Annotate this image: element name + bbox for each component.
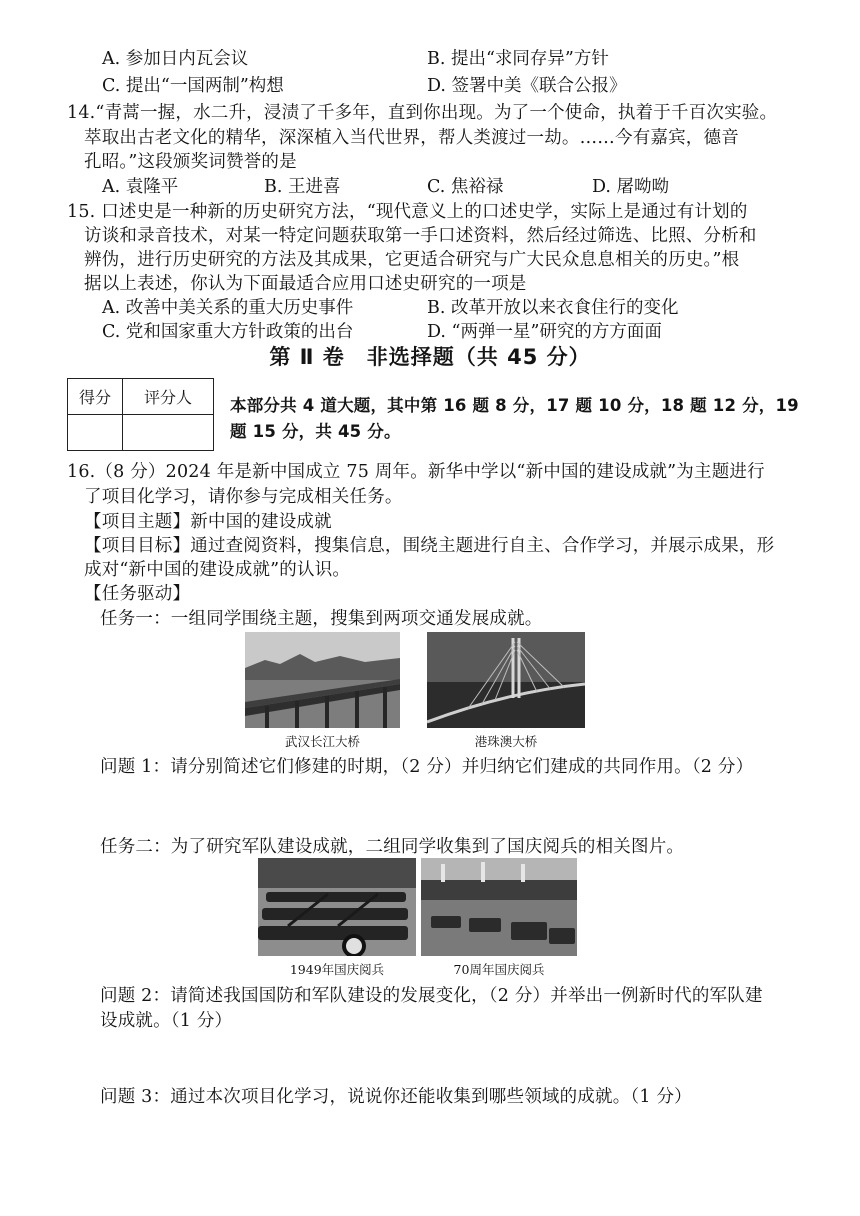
parade-70th-caption: 70周年国庆阅兵 — [453, 962, 545, 977]
hzmb-bridge-photo — [427, 632, 585, 728]
q14-option-d: D. 屠呦呦 — [592, 177, 670, 197]
wuhan-bridge-photo — [245, 632, 400, 728]
score-table — [67, 378, 214, 451]
section-note-line2: 题 15 分，共 45 分。 — [230, 422, 401, 441]
parade-1949-photo — [258, 858, 416, 956]
q15-option-d: D. “两弹一星”研究的方方面面 — [427, 322, 662, 342]
q15-stem-line1: 15. 口述史是一种新的历史研究方法，“现代意义上的口述史学，实际上是通过有计划的 — [67, 202, 748, 222]
q16-stem-line2: 了项目化学习，请你参与完成相关任务。 — [84, 487, 403, 507]
wuhan-bridge-caption: 武汉长江大桥 — [284, 734, 360, 749]
q15-stem-line4: 据以上表述，你认为下面最适合应用口述史研究的一项是 — [84, 274, 527, 294]
q16-stem-line1: 16.（8 分）2024 年是新中国成立 75 周年。新华中学以“新中国的建设成就”为主题进行 — [67, 462, 765, 482]
q15-stem-line2: 访谈和录音技术，对某一特定问题获取第一手口述资料，然后经过筛选、比照、分析和 — [84, 226, 757, 246]
q16-goal-line1: 【项目目标】通过查阅资料，搜集信息，围绕主题进行自主、合作学习，并展示成果，形 — [84, 536, 775, 556]
score-cell — [68, 415, 123, 451]
q16-goal-line2: 成对“新中国的建设成就”的认识。 — [84, 560, 351, 580]
q15-option-b: B. 改革开放以来衣食住行的变化 — [427, 298, 679, 318]
q15-option-a: A. 改善中美关系的重大历史事件 — [102, 298, 354, 318]
q16-theme: 【项目主题】新中国的建设成就 — [84, 512, 332, 532]
q16-task2: 任务二：为了研究军队建设成就，二组同学收集到了国庆阅兵的相关图片。 — [100, 837, 685, 857]
q14-stem-line2: 萃取出古老文化的精华，深深植入当代世界，帮人类渡过一劫。……今有嘉宾，德音 — [84, 128, 739, 148]
q16-question1: 问题 1：请分别简述它们修建的时期，（2 分）并归纳它们建成的共同作用。（2 分） — [100, 757, 754, 777]
q14-option-a: A. 袁隆平 — [102, 177, 179, 197]
q16-task1: 任务一：一组同学围绕主题，搜集到两项交通发展成就。 — [100, 609, 543, 629]
q15-stem-line3: 辨伪，进行历史研究的方法及其成果，它更适合研究与广大民众息息相关的历史。”根 — [84, 250, 740, 270]
q14-option-c: C. 焦裕禄 — [427, 177, 504, 197]
parade-1949-caption: 1949年国庆阅兵 — [289, 962, 385, 977]
q16-question2-line1: 问题 2：请简述我国国防和军队建设的发展变化，（2 分）并举出一例新时代的军队建 — [100, 986, 763, 1006]
grader-cell — [123, 415, 214, 451]
q14-stem-line1: 14.“青蒿一握，水二升，浸渍了千多年，直到你出现。为了一个使命，执着于千百次实验。 — [67, 103, 778, 123]
parade-70th-photo — [421, 858, 577, 956]
q16-question2-line2: 设成就。（1 分） — [100, 1011, 233, 1031]
q15-option-c: C. 党和国家重大方针政策的出台 — [102, 322, 354, 342]
section-title: 第 Ⅱ 卷 非选择题（共 45 分） — [269, 345, 591, 369]
q13-option-b: B. 提出“求同存异”方针 — [427, 49, 609, 69]
q16-question3: 问题 3：通过本次项目化学习，说说你还能收集到哪些领域的成就。（1 分） — [100, 1087, 692, 1107]
hzmb-bridge-caption: 港珠澳大桥 — [474, 734, 538, 749]
q13-option-d: D. 签署中美《联合公报》 — [427, 76, 627, 96]
q14-option-b: B. 王进喜 — [264, 177, 341, 197]
q13-option-c: C. 提出“一国两制”构想 — [102, 76, 284, 96]
q16-task-drive: 【任务驱动】 — [84, 584, 191, 604]
grader-header: 评分人 — [123, 379, 214, 415]
score-header: 得分 — [68, 379, 123, 415]
q13-option-a: A. 参加日内瓦会议 — [102, 49, 249, 69]
q14-stem-line3: 孔昭。”这段颁奖词赞誉的是 — [84, 152, 297, 172]
section-note-line1: 本部分共 4 道大题，其中第 16 题 8 分，17 题 10 分，18 题 12 分，19 — [230, 396, 799, 415]
